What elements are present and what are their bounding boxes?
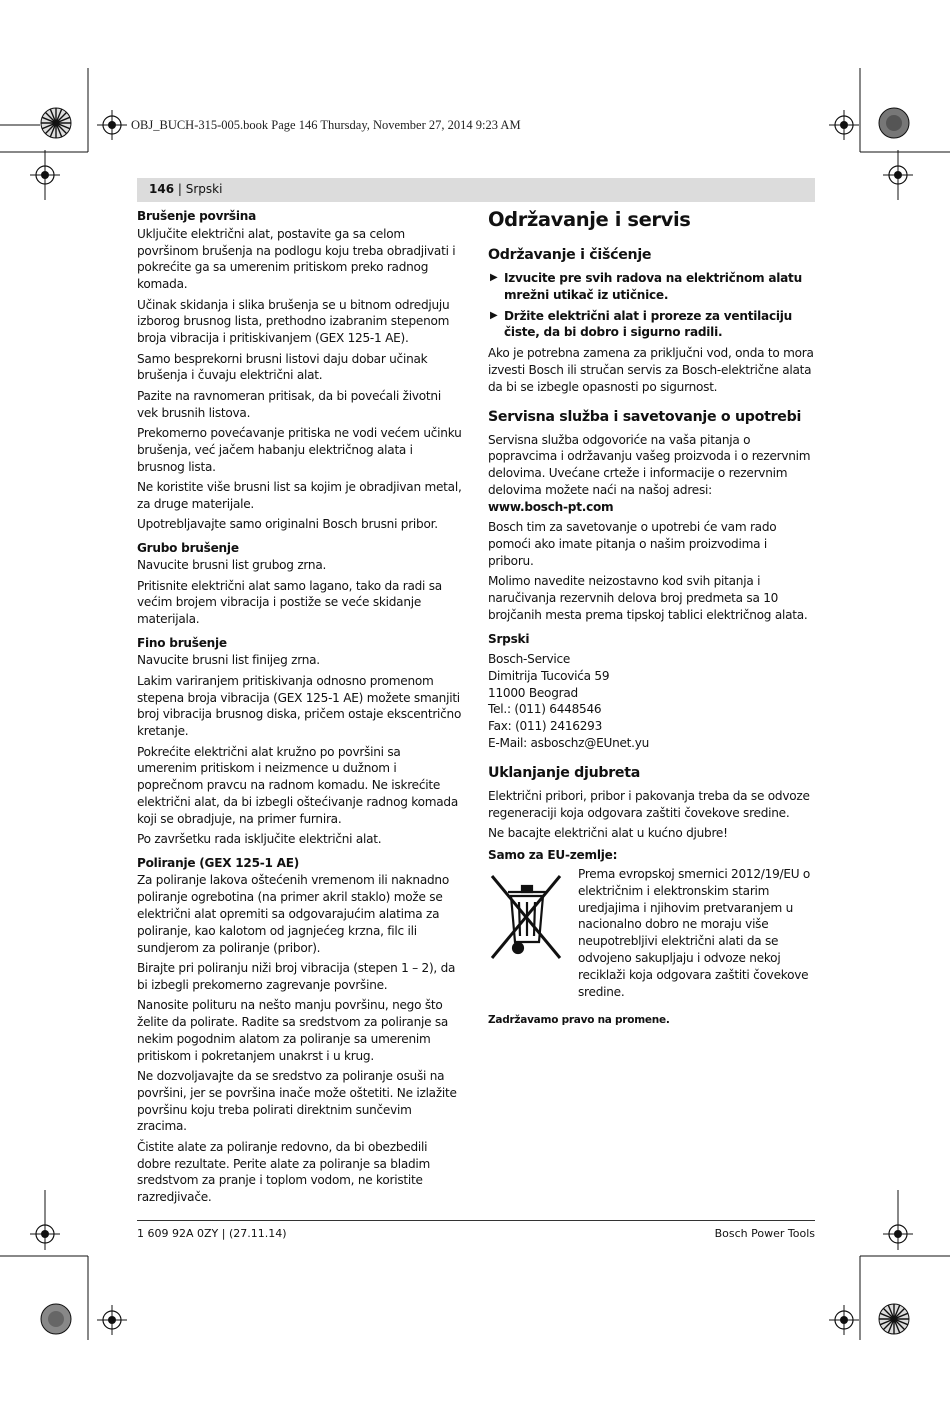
bullet-arrow-icon: ▶ bbox=[490, 309, 498, 321]
bullet-arrow-icon: ▶ bbox=[490, 272, 498, 283]
weee-text: Prema evropskoj smernici 2012/19/EU o električnim i elektronskim starim uredjajima i njihovim pretvaranjem u nacionalno dobro ne moraju više neupotrebljivi električni alati da se odvojeno sakupljaju i odvoze nekoj reciklaži koja odgovara zaštiti čovekove sredine. bbox=[578, 867, 811, 999]
paragraph: Ako je potrebna zamena za priključni vod, onda to mora izvesti Bosch ili stručan servis za Bosch-električne alata da bi se izbegle opasnosti po sigurnost. bbox=[488, 346, 814, 394]
section-heading: Servisna služba i savetovanje o upotrebi bbox=[488, 408, 802, 425]
section-heading: Grubo brušenje bbox=[137, 540, 239, 555]
weee-notice bbox=[488, 866, 814, 1000]
paragraph: Upotrebljavajte samo originalni Bosch brusni pribor. bbox=[137, 517, 438, 532]
registration-mark-icon bbox=[883, 160, 913, 190]
left-column bbox=[137, 208, 463, 1210]
registration-mark-icon bbox=[97, 1305, 127, 1335]
paragraph: Električni pribori, pribor i pakovanja treba da se odvoze regeneraciji koja odgovara zaštiti čovekove sredine. bbox=[488, 788, 810, 820]
paragraph: Ne dozvoljavajte da se sredstvo za poliranje osuši na površini, jer se površina inače može oštetiti. Ne izlažite površinu koju treba polirati direktnim sunčevim zracima. bbox=[137, 1068, 457, 1134]
color-wheel-icon bbox=[39, 106, 73, 140]
paragraph: Čistite alate za poliranje redovno, da bi obezbedili dobre rezultate. Perite alate za poliranje sa bladim sredstvom za pranje i toplom vodom, ne koristite razredjivače. bbox=[137, 1139, 431, 1205]
page-number: 146 bbox=[149, 182, 175, 196]
registration-mark-icon bbox=[829, 1305, 859, 1335]
address-line: E-Mail: asboschz@EUnet.yu bbox=[488, 735, 650, 750]
chapter-title: Održavanje i servis bbox=[488, 208, 691, 231]
eu-heading: Samo za EU-zemlje: bbox=[488, 848, 618, 863]
paragraph: Molimo navedite neizostavno kod svih pitanja i naručivanja rezervnih delova broj predmeta sa 10 brojčanih mesta prema tipskoj tablici električnog alata. bbox=[488, 574, 808, 622]
rights-reserved-note: Zadržavamo pravo na promene. bbox=[488, 1014, 670, 1027]
paragraph: Birajte pri poliranju niži broj vibracija (stepen 1 – 2), da bi izbegli prekomerno zagrevanje površine. bbox=[137, 960, 456, 992]
address-heading: Srpski bbox=[488, 632, 530, 647]
paragraph: Lakim variranjem pritiskivanja odnosno promenom stepena broja vibracija (GEX 125-1 AE) možete smanjiti broj vibracija brusnog diska, pričem ostaje ekscentrično kretanje. bbox=[137, 673, 462, 739]
page-header: 146 | Srpski bbox=[137, 178, 815, 202]
right-column bbox=[488, 208, 814, 1029]
paragraph: Servisna služba odgovoriće na vaša pitanja o popravcima i održavanju vašeg proizvoda i o rezervnim delovima. Uvećane crteže i informacije o rezervnim delovima možete naći na našoj adresi: bbox=[488, 432, 811, 497]
paragraph: Bosch tim za savetovanje o upotrebi će vam rado pomoći ako imate pitanja o našim proizvodima i priboru. bbox=[488, 520, 777, 568]
section-heading: Fino brušenje bbox=[137, 635, 227, 650]
footer-brand: Bosch Power Tools bbox=[714, 1227, 815, 1240]
weee-crossed-bin-icon bbox=[488, 872, 564, 962]
paragraph: Samo besprekorni brusni listovi daju dobar učinak brušenja i čuvaju električni alat. bbox=[137, 351, 428, 383]
paragraph: Pazite na ravnomeran pritisak, da bi povećali životni vek brusnih listova. bbox=[137, 388, 441, 420]
paragraph: Ne bacajte električni alat u kućno djubre! bbox=[488, 825, 728, 840]
paragraph: Učinak skidanja i slika brušenja se u bitnom odredjuju izborog brusnog lista, prethodno izabranim stepenom broja vibracija i pritiskivanjem (GEX 125-1 AE). bbox=[137, 297, 450, 346]
paragraph: Prekomerno povećavanje pritiska ne vodi većem učinku brušenja, već jačem habanju električnog alata i brusnog lista. bbox=[137, 425, 462, 474]
warning-bullet: ▶ Izvucite pre svih radova na električnom alatu mrežni utikač iz utičnice. bbox=[490, 271, 802, 302]
paragraph: Navucite brusni list grubog zrna. bbox=[137, 558, 327, 573]
print-slug: OBJ_BUCH-315-005.book Page 146 Thursday, November 27, 2014 9:23 AM bbox=[131, 118, 521, 132]
registration-mark-icon bbox=[829, 110, 859, 140]
paragraph: Nanosite polituru na nešto manju površinu, nego što želite da polirate. Radite sa sredstvom za poliranje sa nekim pogodnim alatom za poliranje sa umerenim pritiskom i pokretanjem unakrst i u krug. bbox=[137, 998, 449, 1063]
address-line: Tel.: (011) 6448546 bbox=[488, 702, 602, 717]
registration-mark-icon bbox=[30, 160, 60, 190]
paragraph: Navucite brusni list finijeg zrna. bbox=[137, 653, 320, 668]
color-wheel-icon bbox=[877, 1302, 911, 1336]
registration-mark-icon bbox=[97, 110, 127, 140]
section-heading: Brušenje površina bbox=[137, 209, 257, 223]
service-address bbox=[488, 651, 814, 752]
color-wheel-icon bbox=[39, 1302, 73, 1336]
paragraph: Za poliranje lakova oštećenih vremenom ili naknadno poliranje ogrebotina (na primer akril staklo) može se električni alat opremiti sa odgovarajućim alatima za poliranje, kao kalotom od jagnjećeg krzna, filc ili sundjerom za poliranje (pribor). bbox=[137, 873, 449, 955]
warning-bullet: ▶ Držite električni alat i proreze za ventilaciju čiste, da bi dobro i sigurno radili. bbox=[490, 308, 793, 340]
page-footer bbox=[137, 1220, 815, 1240]
paragraph: Pritisnite električni alat samo lagano, tako da radi sa većim brojem vibracija i postiže se veće skidanje materijala. bbox=[137, 578, 442, 627]
section-heading: Poliranje (GEX 125-1 AE) bbox=[137, 855, 300, 870]
paragraph: Ne koristite više brusni list sa kojim je obradjivan metal, za druge materijale. bbox=[137, 479, 462, 511]
section-name: Srpski bbox=[185, 182, 223, 196]
footer-doc-code: 1 609 92A 0ZY | (27.11.14) bbox=[137, 1227, 287, 1240]
section-heading: Održavanje i čišćenje bbox=[488, 247, 652, 263]
paragraph: Uključite električni alat, postavite ga sa celom površinom brušenja na podlogu koju treba obradjivati i pokrećite ga sa umerenim pritiskom preko radnog komada. bbox=[137, 226, 456, 292]
paragraph: Po završetku rada isključite električni alat. bbox=[137, 832, 382, 847]
registration-mark-icon bbox=[883, 1219, 913, 1249]
address-line: 11000 Beograd bbox=[488, 685, 578, 700]
registration-mark-icon bbox=[30, 1219, 60, 1249]
section-heading: Uklanjanje djubreta bbox=[488, 764, 641, 781]
address-line: Dimitrija Tucovića 59 bbox=[488, 668, 610, 683]
address-line: Bosch-Service bbox=[488, 651, 571, 666]
paragraph: Pokrećite električni alat kružno po površini sa umerenim pritiskom i neizmence u dužnom i poprečnom pravcu na radnom komadu. Ne iskrećite električni alat, da bi izbegli oštećivanje radnog komada koji se obradjuje, na primer furnira. bbox=[137, 744, 458, 826]
address-line: Fax: (011) 2416293 bbox=[488, 719, 603, 734]
color-wheel-icon bbox=[877, 106, 911, 140]
website-url: www.bosch-pt.com bbox=[488, 499, 614, 514]
